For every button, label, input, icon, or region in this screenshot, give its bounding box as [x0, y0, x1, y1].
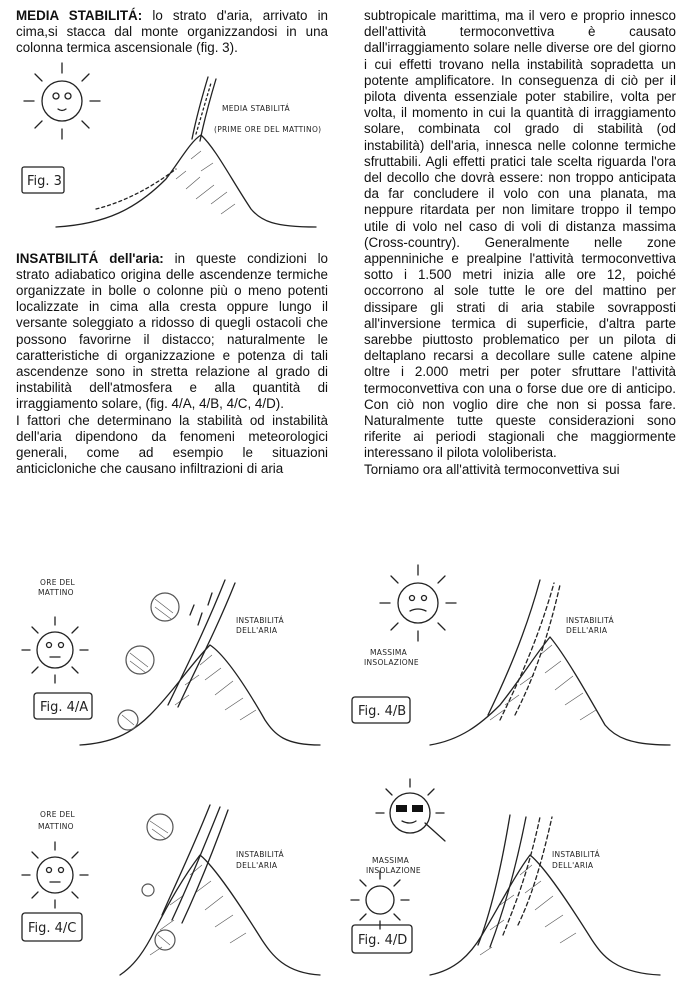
left-column	[16, 8, 328, 477]
thermal-column	[168, 580, 235, 707]
fig4c-time-line2: MATTINO	[38, 822, 74, 831]
fig4c-instab-line1: INSTABILITÁ	[236, 850, 284, 859]
fig4c-label: Fig. 4/C	[28, 921, 77, 936]
fig4b-instab-line2: DELL'ARIA	[566, 626, 608, 635]
figure-4b	[352, 565, 670, 745]
fig4c-time-line1: ORE DEL	[40, 810, 76, 819]
text-instabilita: in queste condizioni lo strato adiabatico origina delle ascendenze termiche organizzate in bolle o colonne più o meno potenti localizzate in cima alla cresta oppure lungo il versante soleggiato a ridosso di quegli ostacoli che possono favorirne il distacco; naturalmente le caratteristiche di organizzazione e potenza di tali ascendenze sono in stretta relazione al grado di instabilità dell'atmosfera e alla quantità di irraggiamento solare, (fig. 4/A, 4/B, 4/C, 4/D).	[16, 250, 328, 412]
sun-icon	[24, 63, 100, 139]
figure-4c	[22, 805, 320, 975]
fig4a-time-line1: ORE DEL	[40, 578, 76, 587]
fig4a-instab-line1: INSTABILITÁ	[236, 616, 284, 625]
fig4d-instab-line2: DELL'ARIA	[552, 861, 594, 870]
thermal-column	[192, 77, 216, 141]
fig4b-label: Fig. 4/B	[358, 704, 407, 719]
fig3-label: Fig. 3	[27, 173, 62, 189]
fig4a-instab-line2: DELL'ARIA	[236, 626, 278, 635]
fig4a-time-line2: MATTINO	[38, 588, 74, 597]
fig4a-label: Fig. 4/A	[40, 700, 89, 715]
sun-icon	[351, 871, 409, 929]
mountain-shape	[56, 135, 316, 227]
right-column	[364, 8, 676, 478]
sun-icon	[380, 565, 456, 641]
fig4d-sun-line2: INSOLAZIONE	[366, 866, 421, 875]
paragraph-right-torniamo: Torniamo ora all'attività termoconvettiva sui	[364, 461, 620, 477]
fig4c-instab-line2: DELL'ARIA	[236, 861, 278, 870]
text-fattori: I fattori che determinano la stabilità od instabilità dell'aria dipendono da fenomeni meteorologici generali, come ad esempio le situazioni anticicloniche che causano infiltrazioni di aria	[16, 412, 328, 477]
thermal-bubbles	[118, 593, 179, 730]
thermal-column	[488, 580, 560, 720]
mountain-shape	[430, 637, 670, 745]
sun-icon	[22, 617, 88, 683]
sun-icon	[22, 842, 88, 908]
paragraph-fattori	[16, 413, 328, 478]
fig3-caption-line2: (PRIME ORE DEL MATTINO)	[214, 124, 322, 134]
fig4d-label: Fig. 4/D	[358, 933, 408, 948]
fig4b-instab-line1: INSTABILITÁ	[566, 616, 614, 625]
paragraph-media-stabilita	[16, 8, 328, 57]
paragraph-right-main: subtropicale marittima, ma il vero e proprio innesco dell'attività termoconvettiva è causato dall'irraggiamento solare nelle diverse ore del giorno i cui effetti trovano nella instabilità sopradetta un potente amplificatore. In conseguenza di ciò per il pilota diventa essenziale poter stabilire, volta per volta, il momento in cui la quantità di irraggiamento solare, combinata col grado di stabilità (od instabilità) dell'aria, innesca nelle colonne termiche sfruttabili. Agli effetti pratici tale scelta riguarda l'ora del decollo che dovrà essere: non troppo anticipata da far concludere il volo con una planata, ma neppure ritardata per non limitare troppo il tempo utile di volo nel caso di voli di distanza massima (Cross-country). Generalmente nelle zone appenniniche e prealpine l'attività termoconvettiva sotto i 1.500 metri inizia alle ore 12, poiché occorrono al sole tutte le ore del mattino per dissipare gli strati di aria stabile sovrapposti all'inversione termica di superficie, d'altra parte sarebbe piuttosto problematico per un pilota di deltaplano recarsi a decollare sulle catene alpine oltre i 2.000 metri per poter sfruttare l'attività termoconvettiva con una o forse due ore di anticipo. Con ciò non voglio dire che non si possa fare. Naturalmente tutte queste considerazioni sono riferite ai periodi stagionali che maggiormente interessano il pilota vololiberista.	[364, 8, 676, 461]
figures-4-group	[0, 555, 689, 995]
figure-3-drawing	[16, 59, 328, 237]
mountain-shape	[120, 855, 320, 975]
paragraph-instabilita	[16, 251, 328, 413]
heading-instabilita: INSATBILITÁ dell'aria:	[16, 250, 164, 266]
figure-4a	[22, 578, 320, 745]
text-media-stabilita: lo strato d'aria, arrivato in cima,si stacca dal monte organizzandosi in una colonna termica ascensionale (fig. 3).	[16, 8, 329, 56]
fig3-caption-line1: MEDIA STABILITÁ	[222, 103, 290, 113]
fig4d-instab-line1: INSTABILITÁ	[552, 850, 600, 859]
sunglasses-sun-icon	[376, 779, 445, 841]
thermal-bubbles	[142, 814, 175, 950]
fig4d-sun-line1: MASSIMA	[372, 856, 410, 865]
mountain-shape	[430, 855, 660, 975]
figure-4d	[351, 779, 660, 975]
figure-3	[16, 59, 328, 237]
fig4b-sun-line1: MASSIMA	[370, 648, 408, 657]
fig4b-sun-line2: INSOLAZIONE	[364, 658, 419, 667]
heading-media-stabilita: MEDIA STABILITÁ:	[16, 8, 143, 23]
